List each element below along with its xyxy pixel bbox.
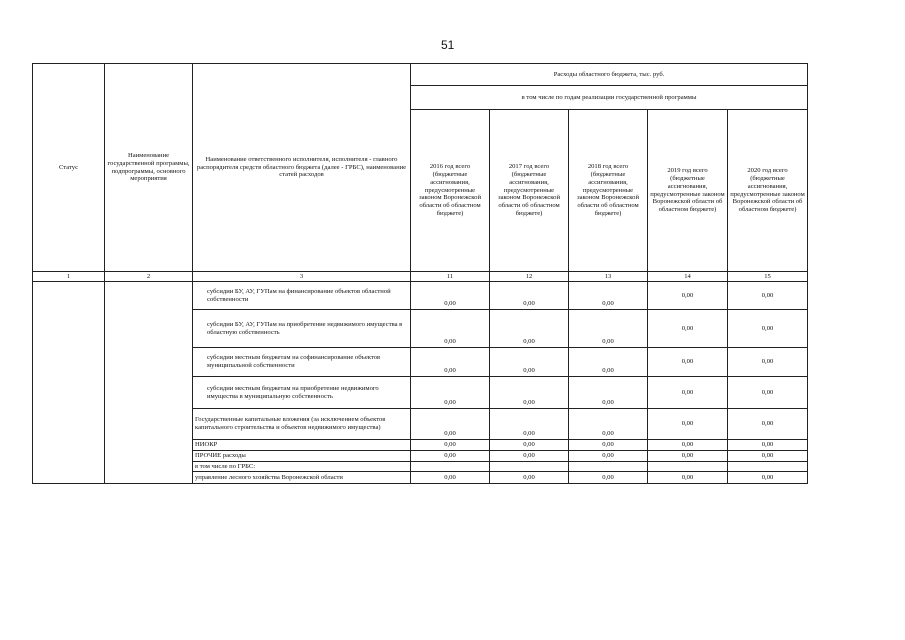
value-2020: 0,00 [728, 348, 808, 377]
value-2017: 0,00 [490, 348, 569, 377]
table-row [33, 282, 808, 310]
expenses-title: Расходы областного бюджета, тыс. руб. [411, 64, 808, 86]
year-2018-header: 2018 год всего (бюджетные ассигнования, предусмотренные законом Воронежской области об областном бюджете) [569, 110, 648, 272]
status-header: Статус [33, 64, 105, 272]
program-name-header: Наименование государственной программы, подпрограммы, основного мероприятия [105, 64, 193, 272]
value-2019: 0,00 [648, 310, 728, 348]
value-2018: 0,00 [569, 282, 648, 310]
value-2017: 0,00 [490, 472, 569, 484]
value-2017: 0,00 [490, 377, 569, 409]
column-number: 2 [105, 272, 193, 282]
row-label: Государственные капитальные вложения (за исключением объектов капитального строительства и объектов недвижимого имущества) [193, 409, 411, 440]
row-label: ПРОЧИЕ расходы [193, 451, 411, 462]
value-2020: 0,00 [728, 451, 808, 462]
row-label: субсидии местным бюджетам на софинансирование объектов муниципальной собственности [193, 348, 411, 377]
column-number: 3 [193, 272, 411, 282]
row-label: управление лесного хозяйства Воронежской области [193, 472, 411, 484]
value-2020 [728, 462, 808, 472]
status-cell [33, 282, 105, 484]
row-label: субсидии БУ, АУ, ГУПам на финансирование объектов областной собственности [193, 282, 411, 310]
value-2020: 0,00 [728, 282, 808, 310]
year-2020-header: 2020 год всего (бюджетные ассигнования, предусмотренные законом Воронежской области об областном бюджете) [728, 110, 808, 272]
value-2017: 0,00 [490, 310, 569, 348]
value-2017: 0,00 [490, 451, 569, 462]
row-label: субсидии БУ, АУ, ГУПам на приобретение недвижимого имущества в областную собственность [193, 310, 411, 348]
value-2018: 0,00 [569, 348, 648, 377]
year-2016-header: 2016 год всего (бюджетные ассигнования, предусмотренные законом Воронежской области об областном бюджете) [411, 110, 490, 272]
value-2018: 0,00 [569, 310, 648, 348]
value-2018: 0,00 [569, 440, 648, 451]
value-2018 [569, 462, 648, 472]
value-2016: 0,00 [411, 472, 490, 484]
value-2018: 0,00 [569, 409, 648, 440]
column-number: 15 [728, 272, 808, 282]
value-2016: 0,00 [411, 409, 490, 440]
value-2018: 0,00 [569, 472, 648, 484]
value-2019: 0,00 [648, 282, 728, 310]
value-2019: 0,00 [648, 472, 728, 484]
value-2016: 0,00 [411, 310, 490, 348]
value-2016: 0,00 [411, 451, 490, 462]
column-number: 11 [411, 272, 490, 282]
value-2019: 0,00 [648, 377, 728, 409]
value-2016 [411, 462, 490, 472]
value-2016: 0,00 [411, 377, 490, 409]
value-2019: 0,00 [648, 451, 728, 462]
value-2016: 0,00 [411, 282, 490, 310]
row-label: НИОКР [193, 440, 411, 451]
value-2019: 0,00 [648, 348, 728, 377]
value-2018: 0,00 [569, 451, 648, 462]
value-2017: 0,00 [490, 440, 569, 451]
value-2017: 0,00 [490, 409, 569, 440]
column-number: 12 [490, 272, 569, 282]
year-2019-header: 2019 год всего (бюджетные ассигнования, предусмотренные законом Воронежской области об областном бюджете) [648, 110, 728, 272]
column-number: 14 [648, 272, 728, 282]
value-2017: 0,00 [490, 282, 569, 310]
row-label: в том числе по ГРБС: [193, 462, 411, 472]
value-2020: 0,00 [728, 409, 808, 440]
year-2017-header: 2017 год всего (бюджетные ассигнования, предусмотренные законом Воронежской области об областном бюджете) [490, 110, 569, 272]
value-2016: 0,00 [411, 348, 490, 377]
value-2019: 0,00 [648, 409, 728, 440]
value-2020: 0,00 [728, 377, 808, 409]
column-number: 13 [569, 272, 648, 282]
column-numbers-row [33, 272, 808, 282]
page-number: 51 [441, 38, 455, 52]
value-2019: 0,00 [648, 440, 728, 451]
column-number: 1 [33, 272, 105, 282]
value-2020: 0,00 [728, 472, 808, 484]
executor-header: Наименование ответственного исполнителя, исполнителя - главного распорядителя средств областного бюджета (далее - ГРБС), наименование статей расходов [193, 64, 411, 272]
value-2016: 0,00 [411, 440, 490, 451]
value-2017 [490, 462, 569, 472]
budget-table [32, 63, 808, 484]
program-cell [105, 282, 193, 484]
row-label: субсидии местным бюджетам на приобретение недвижимого имущества в муниципальную собственность [193, 377, 411, 409]
value-2019 [648, 462, 728, 472]
value-2020: 0,00 [728, 440, 808, 451]
value-2020: 0,00 [728, 310, 808, 348]
by-years-header: в том числе по годам реализации государственной программы [411, 86, 808, 110]
value-2018: 0,00 [569, 377, 648, 409]
header-row-1 [33, 64, 808, 86]
